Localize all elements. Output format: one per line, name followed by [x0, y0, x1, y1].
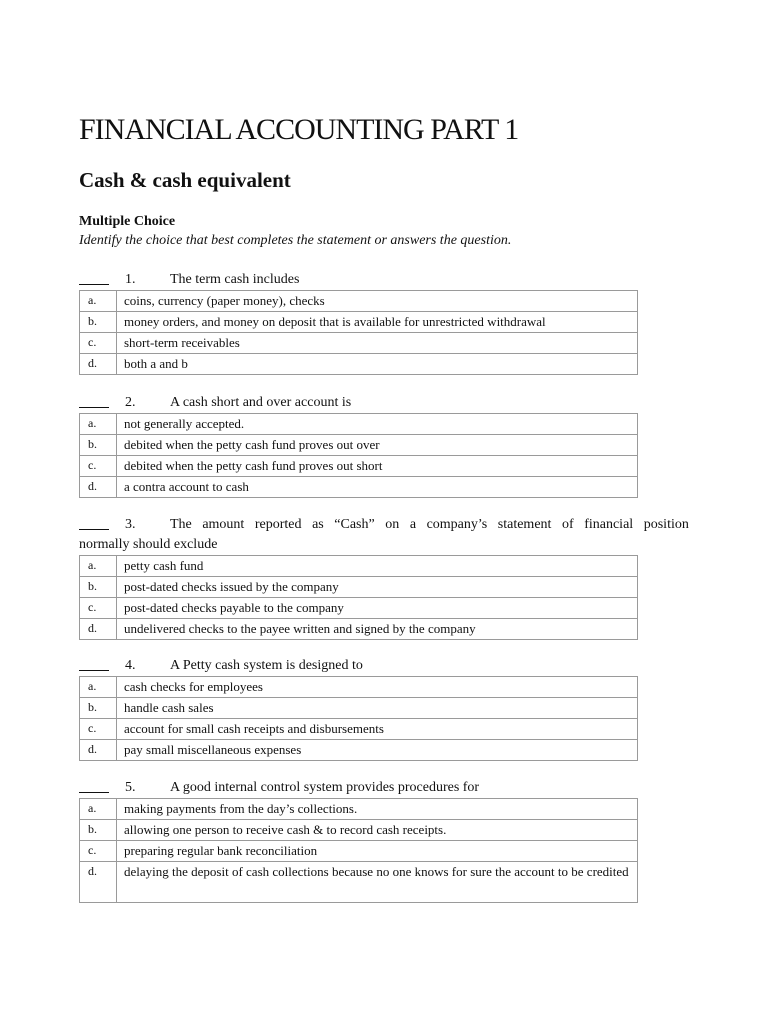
question-number: 2.: [125, 395, 136, 410]
question-stem: [79, 393, 689, 413]
choice-row: [80, 333, 638, 354]
choice-row: [80, 598, 638, 619]
question-word: reported: [254, 517, 302, 532]
choice-text: short-term receivables: [117, 333, 638, 354]
choice-row: [80, 456, 638, 477]
question-word: on: [385, 517, 400, 532]
question-text-line: [170, 515, 689, 535]
question-stem: [79, 270, 689, 290]
question-text-continued: normally should exclude: [79, 537, 218, 552]
question-word: a: [409, 517, 417, 532]
choice-text: preparing regular bank reconciliation: [117, 841, 638, 862]
choice-letter: a.: [80, 291, 117, 312]
choice-text: making payments from the day’s collections.: [117, 799, 638, 820]
choice-letter: b.: [80, 312, 117, 333]
choice-row: [80, 354, 638, 375]
document-subtitle: Cash & cash equivalent: [79, 168, 291, 192]
choices-table: [79, 798, 638, 903]
choice-letter: b.: [80, 577, 117, 598]
question-word: The: [170, 517, 192, 532]
question-stem: [79, 515, 689, 555]
question-4: [79, 656, 689, 761]
question-word: as: [312, 517, 324, 532]
choice-text: a contra account to cash: [117, 477, 638, 498]
choice-row: [80, 820, 638, 841]
choice-text: delaying the deposit of cash collections because no one knows for sure the account to be credited: [117, 862, 638, 903]
choice-letter: a.: [80, 414, 117, 435]
question-stem: [79, 656, 689, 676]
choice-text: post-dated checks issued by the company: [117, 577, 638, 598]
choice-letter: c.: [80, 719, 117, 740]
choice-letter: d.: [80, 477, 117, 498]
choice-text: coins, currency (paper money), checks: [117, 291, 638, 312]
choice-letter: d.: [80, 740, 117, 761]
choice-row: [80, 291, 638, 312]
question-text: A Petty cash system is designed to: [170, 658, 363, 673]
answer-blank[interactable]: [79, 656, 109, 671]
question-word: financial: [584, 517, 634, 532]
question-word: position: [643, 517, 689, 532]
question-2: [79, 393, 689, 498]
choice-letter: d.: [80, 354, 117, 375]
question-number: 3.: [125, 517, 136, 532]
choice-text: handle cash sales: [117, 698, 638, 719]
choices-table: [79, 555, 638, 640]
question-number: 5.: [125, 780, 136, 795]
choice-letter: a.: [80, 677, 117, 698]
choice-row: [80, 414, 638, 435]
choice-row: [80, 677, 638, 698]
choice-text: undelivered checks to the payee written and signed by the company: [117, 619, 638, 640]
answer-blank[interactable]: [79, 515, 109, 530]
choice-row: [80, 477, 638, 498]
choice-letter: b.: [80, 698, 117, 719]
choice-letter: b.: [80, 820, 117, 841]
choice-text: petty cash fund: [117, 556, 638, 577]
document-title: FINANCIAL ACCOUNTING PART 1: [79, 113, 519, 146]
question-number: 1.: [125, 272, 136, 287]
choice-row: [80, 698, 638, 719]
question-word: amount: [202, 517, 245, 532]
section-instructions: Identify the choice that best completes the statement or answers the question.: [79, 233, 512, 248]
choices-table: [79, 413, 638, 498]
question-stem: [79, 778, 689, 798]
answer-blank[interactable]: [79, 393, 109, 408]
choices-table: [79, 676, 638, 761]
choice-row: [80, 312, 638, 333]
question-text: A cash short and over account is: [170, 395, 352, 410]
choice-letter: b.: [80, 435, 117, 456]
question-3: [79, 515, 689, 640]
choices-table: [79, 290, 638, 375]
choice-letter: d.: [80, 862, 117, 903]
choice-row: [80, 740, 638, 761]
choice-row: [80, 841, 638, 862]
choice-text: cash checks for employees: [117, 677, 638, 698]
choice-letter: c.: [80, 333, 117, 354]
section-heading: Multiple Choice: [79, 214, 176, 229]
choice-row: [80, 435, 638, 456]
answer-blank[interactable]: [79, 270, 109, 285]
choice-text: debited when the petty cash fund proves out over: [117, 435, 638, 456]
choice-row: [80, 577, 638, 598]
choice-row: [80, 719, 638, 740]
question-number: 4.: [125, 658, 136, 673]
question-word: statement: [497, 517, 552, 532]
choice-letter: d.: [80, 619, 117, 640]
question-text: [170, 515, 689, 535]
choice-row: [80, 799, 638, 820]
question-1: [79, 270, 689, 375]
question-word: of: [561, 517, 574, 532]
choice-text: allowing one person to receive cash & to record cash receipts.: [117, 820, 638, 841]
question-word: company’s: [426, 517, 488, 532]
choice-text: pay small miscellaneous expenses: [117, 740, 638, 761]
question-text: A good internal control system provides procedures for: [170, 780, 480, 795]
choice-letter: a.: [80, 556, 117, 577]
choice-letter: c.: [80, 456, 117, 477]
choice-text: account for small cash receipts and disbursements: [117, 719, 638, 740]
choice-text: debited when the petty cash fund proves out short: [117, 456, 638, 477]
question-text: The term cash includes: [170, 272, 300, 287]
choice-letter: c.: [80, 841, 117, 862]
question-word: “Cash”: [334, 517, 375, 532]
choice-row: [80, 556, 638, 577]
question-5: [79, 778, 689, 903]
choice-text: not generally accepted.: [117, 414, 638, 435]
choice-row: [80, 619, 638, 640]
answer-blank[interactable]: [79, 778, 109, 793]
choice-row: [80, 862, 638, 903]
choice-text: money orders, and money on deposit that is available for unrestricted withdrawal: [117, 312, 638, 333]
choice-text: post-dated checks payable to the company: [117, 598, 638, 619]
choice-letter: a.: [80, 799, 117, 820]
choice-text: both a and b: [117, 354, 638, 375]
choice-letter: c.: [80, 598, 117, 619]
